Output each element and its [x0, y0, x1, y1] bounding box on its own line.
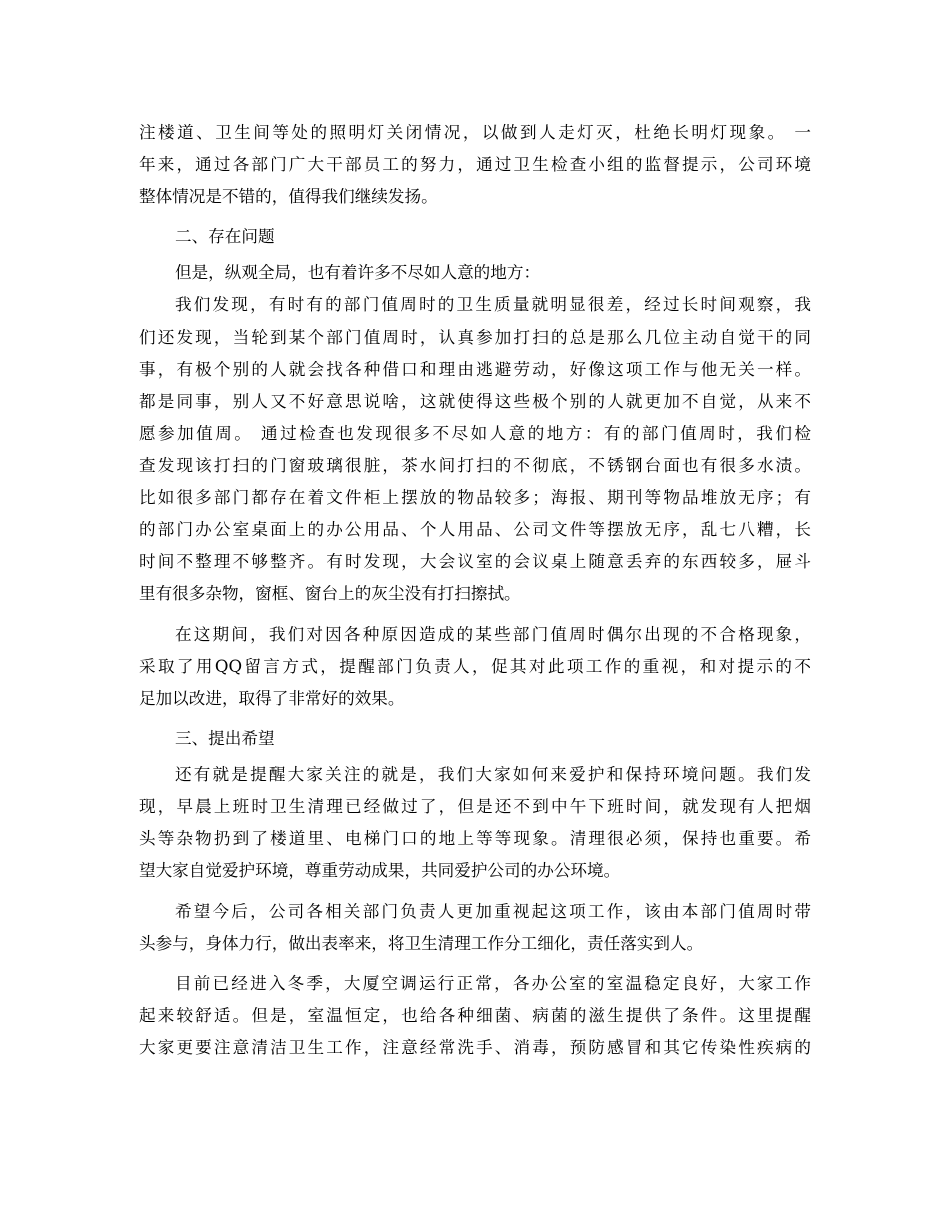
- text-line: 愿参加值周。 通过检查也发现很多不尽如人意的地方：有的部门值周时，我们检: [139, 424, 811, 443]
- text-line: 查发现该打扫的门窗玻璃很脏，茶水间打扫的不彻底，不锈钢台面也有很多水渍。: [139, 456, 811, 475]
- text-line: 里有很多杂物，窗框、窗台上的灰尘没有打扫擦拭。: [139, 584, 521, 603]
- text-line: 事，有极个别的人就会找各种借口和理由逃避劳动，好像这项工作与他无关一样。: [139, 360, 811, 379]
- text-line: 希望今后，公司各相关部门负责人更加重视起这项工作，该由本部门值周时带: [175, 902, 811, 921]
- text-line: 望大家自觉爱护环境，尊重劳动成果，共同爱护公司的办公环境。: [139, 861, 621, 880]
- text-line: 头参与，身体力行，做出表率来，将卫生清理工作分工细化，责任落实到人。: [139, 934, 704, 953]
- text-line: 年来，通过各部门广大干部员工的努力，通过卫生检查小组的监督提示，公司环境: [139, 155, 811, 174]
- text-line: 起来较舒适。但是，室温恒定，也给各种细菌、病菌的滋生提供了条件。这里提醒: [139, 1006, 811, 1025]
- text-line: 们还发现，当轮到某个部门值周时，认真参加打扫的总是那么几位主动自觉干的同: [139, 328, 811, 347]
- text-line: 现，早晨上班时卫生清理已经做过了，但是还不到中午下班时间，就发现有人把烟: [139, 797, 811, 816]
- text-line: 头等杂物扔到了楼道里、电梯门口的地上等等现象。清理很必须，保持也重要。希: [139, 829, 811, 848]
- text-line: 在这期间，我们对因各种原因造成的某些部门值周时偶尔出现的不合格现象，: [175, 625, 811, 644]
- text-line: 我们发现，有时有的部门值周时的卫生质量就明显很差，经过长时间观察，我: [175, 295, 811, 314]
- text-line: 注楼道、卫生间等处的照明灯关闭情况，以做到人走灯灭，杜绝长明灯现象。 一: [139, 123, 811, 142]
- text-line: 都是同事，别人又不好意思说啥，这就使得这些极个别的人就更加不自觉，从来不: [139, 392, 811, 411]
- text-line: 时间不整理不够整齐。有时发现，大会议室的会议桌上随意丢弃的东西较多，屉斗: [139, 552, 811, 571]
- section-heading: 三、提出希望: [175, 729, 275, 748]
- section-heading: 二、存在问题: [175, 227, 275, 246]
- text-line: 采取了用QQ留言方式，提醒部门负责人，促其对此项工作的重视，和对提示的不: [139, 657, 811, 676]
- text-line: 的部门办公室桌面上的办公用品、个人用品、公司文件等摆放无序，乱七八糟，长: [139, 520, 811, 539]
- text-line: 还有就是提醒大家关注的就是，我们大家如何来爱护和保持环境问题。我们发: [175, 765, 811, 784]
- text-line: 目前已经进入冬季，大厦空调运行正常，各办公室的室温稳定良好，大家工作: [175, 974, 811, 993]
- text-line: 足加以改进，取得了非常好的效果。: [139, 689, 405, 708]
- text-line: 大家更要注意清洁卫生工作，注意经常洗手、消毒，预防感冒和其它传染性疾病的: [139, 1038, 811, 1057]
- text-line: 整体情况是不错的，值得我们继续发扬。: [139, 187, 438, 206]
- text-line: 但是，纵观全局，也有着许多不尽如人意的地方：: [175, 263, 541, 282]
- text-line: 比如很多部门都存在着文件柜上摆放的物品较多；海报、期刊等物品堆放无序；有: [139, 488, 811, 507]
